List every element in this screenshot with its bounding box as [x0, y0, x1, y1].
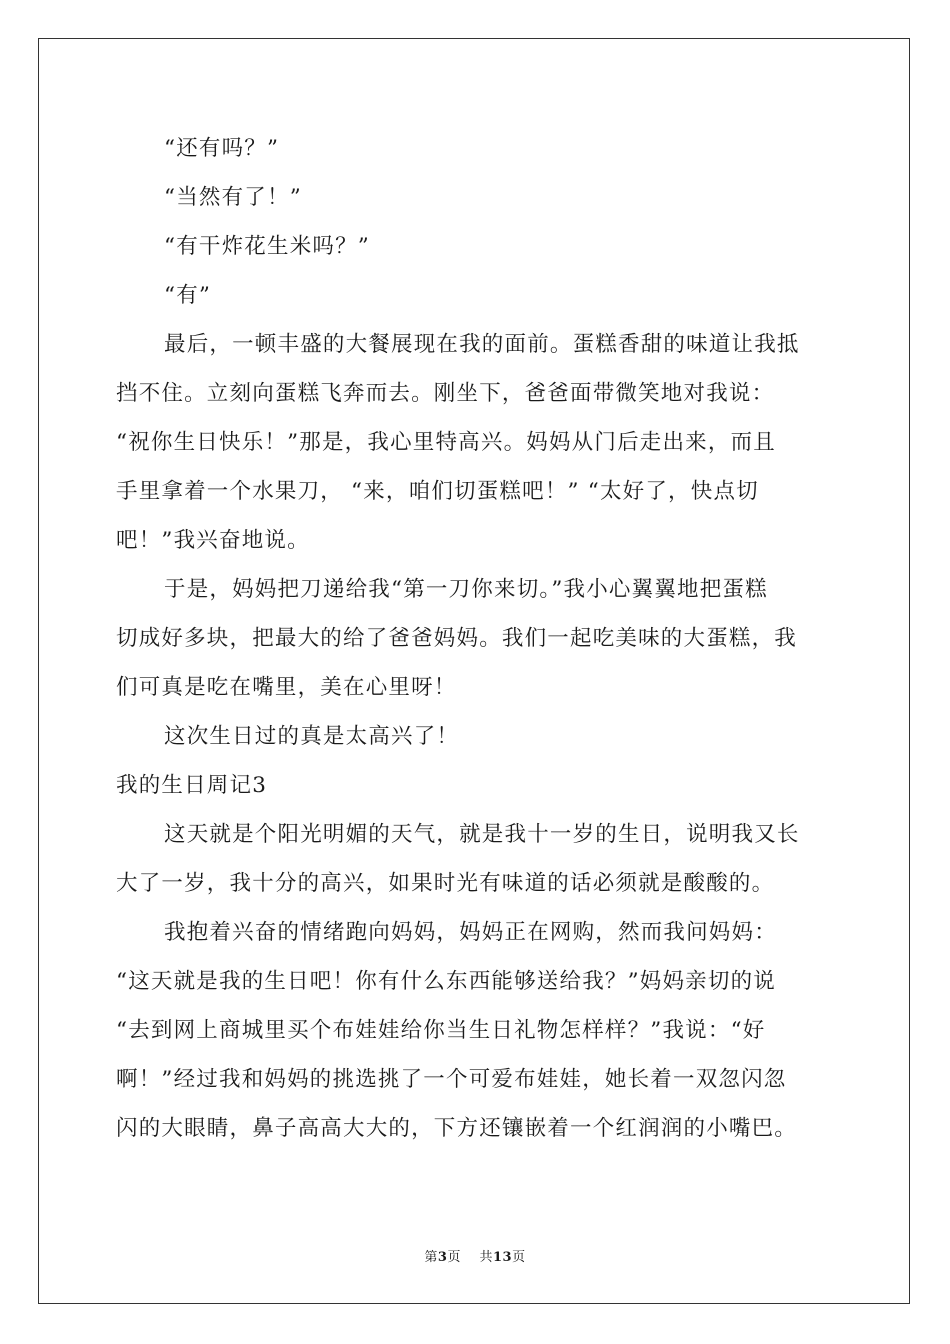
- paragraph-line: 这次生日过的真是太高兴了！: [164, 724, 460, 749]
- paragraph-line: 大了一岁，我十分的高兴，如果时光有味道的话必须就是酸酸的。: [116, 871, 775, 896]
- paragraph-line: 闪的大眼睛，鼻子高高大大的，下方还镶嵌着一个红润润的小嘴巴。: [116, 1116, 798, 1141]
- paragraph-line: “去到网上商城里买个布娃娃给你当生日礼物怎样样？”我说：“好: [116, 1018, 766, 1043]
- paragraph-line: “这天就是我的生日吧！你有什么东西能够送给我？”妈妈亲切的说: [116, 969, 776, 994]
- footer-suffix: 页: [512, 1250, 526, 1265]
- paragraph-line: 手里拿着一个水果刀， “来，咱们切蛋糕吧！” “太好了，快点切: [116, 479, 759, 504]
- footer-mid: 页 共: [447, 1250, 493, 1265]
- paragraph-line: 吧！”我兴奋地说。: [116, 528, 310, 553]
- paragraph-line: 切成好多块，把最大的给了爸爸妈妈。我们一起吃美味的大蛋糕，我: [116, 626, 798, 651]
- footer-prefix: 第: [424, 1250, 438, 1265]
- document-body: [116, 124, 836, 1153]
- paragraph-line: 我抱着兴奋的情绪跑向妈妈，妈妈正在网购，然而我问妈妈：: [164, 920, 777, 945]
- dialogue-line: “还有吗？”: [164, 136, 280, 161]
- total-page-count: 13: [492, 1250, 513, 1265]
- dialogue-line: “有干炸花生米吗？”: [164, 234, 370, 259]
- paragraph-line: 们可真是吃在嘴里，美在心里呀！: [116, 675, 457, 700]
- paragraph-line: 最后，一顿丰盛的大餐展现在我的面前。蛋糕香甜的味道让我抵: [164, 332, 800, 357]
- page-footer: [0, 1246, 950, 1265]
- paragraph-line: 这天就是个阳光明媚的天气，就是我十一岁的生日，说明我又长: [164, 822, 800, 847]
- paragraph-line: 于是，妈妈把刀递给我“第一刀你来切。”我小心翼翼地把蛋糕: [164, 577, 768, 602]
- dialogue-line: “当然有了！”: [164, 185, 302, 210]
- paragraph-line: “祝你生日快乐！”那是，我心里特高兴。妈妈从门后走出来，而且: [116, 430, 776, 455]
- section-title: 我的生日周记3: [116, 773, 268, 798]
- dialogue-line: “有”: [164, 283, 212, 308]
- paragraph-line: 啊！”经过我和妈妈的挑选挑了一个可爱布娃娃，她长着一双忽闪忽: [116, 1067, 787, 1092]
- paragraph-line: 挡不住。立刻向蛋糕飞奔而去。刚坐下，爸爸面带微笑地对我说：: [116, 381, 775, 406]
- current-page-number: 3: [437, 1250, 448, 1265]
